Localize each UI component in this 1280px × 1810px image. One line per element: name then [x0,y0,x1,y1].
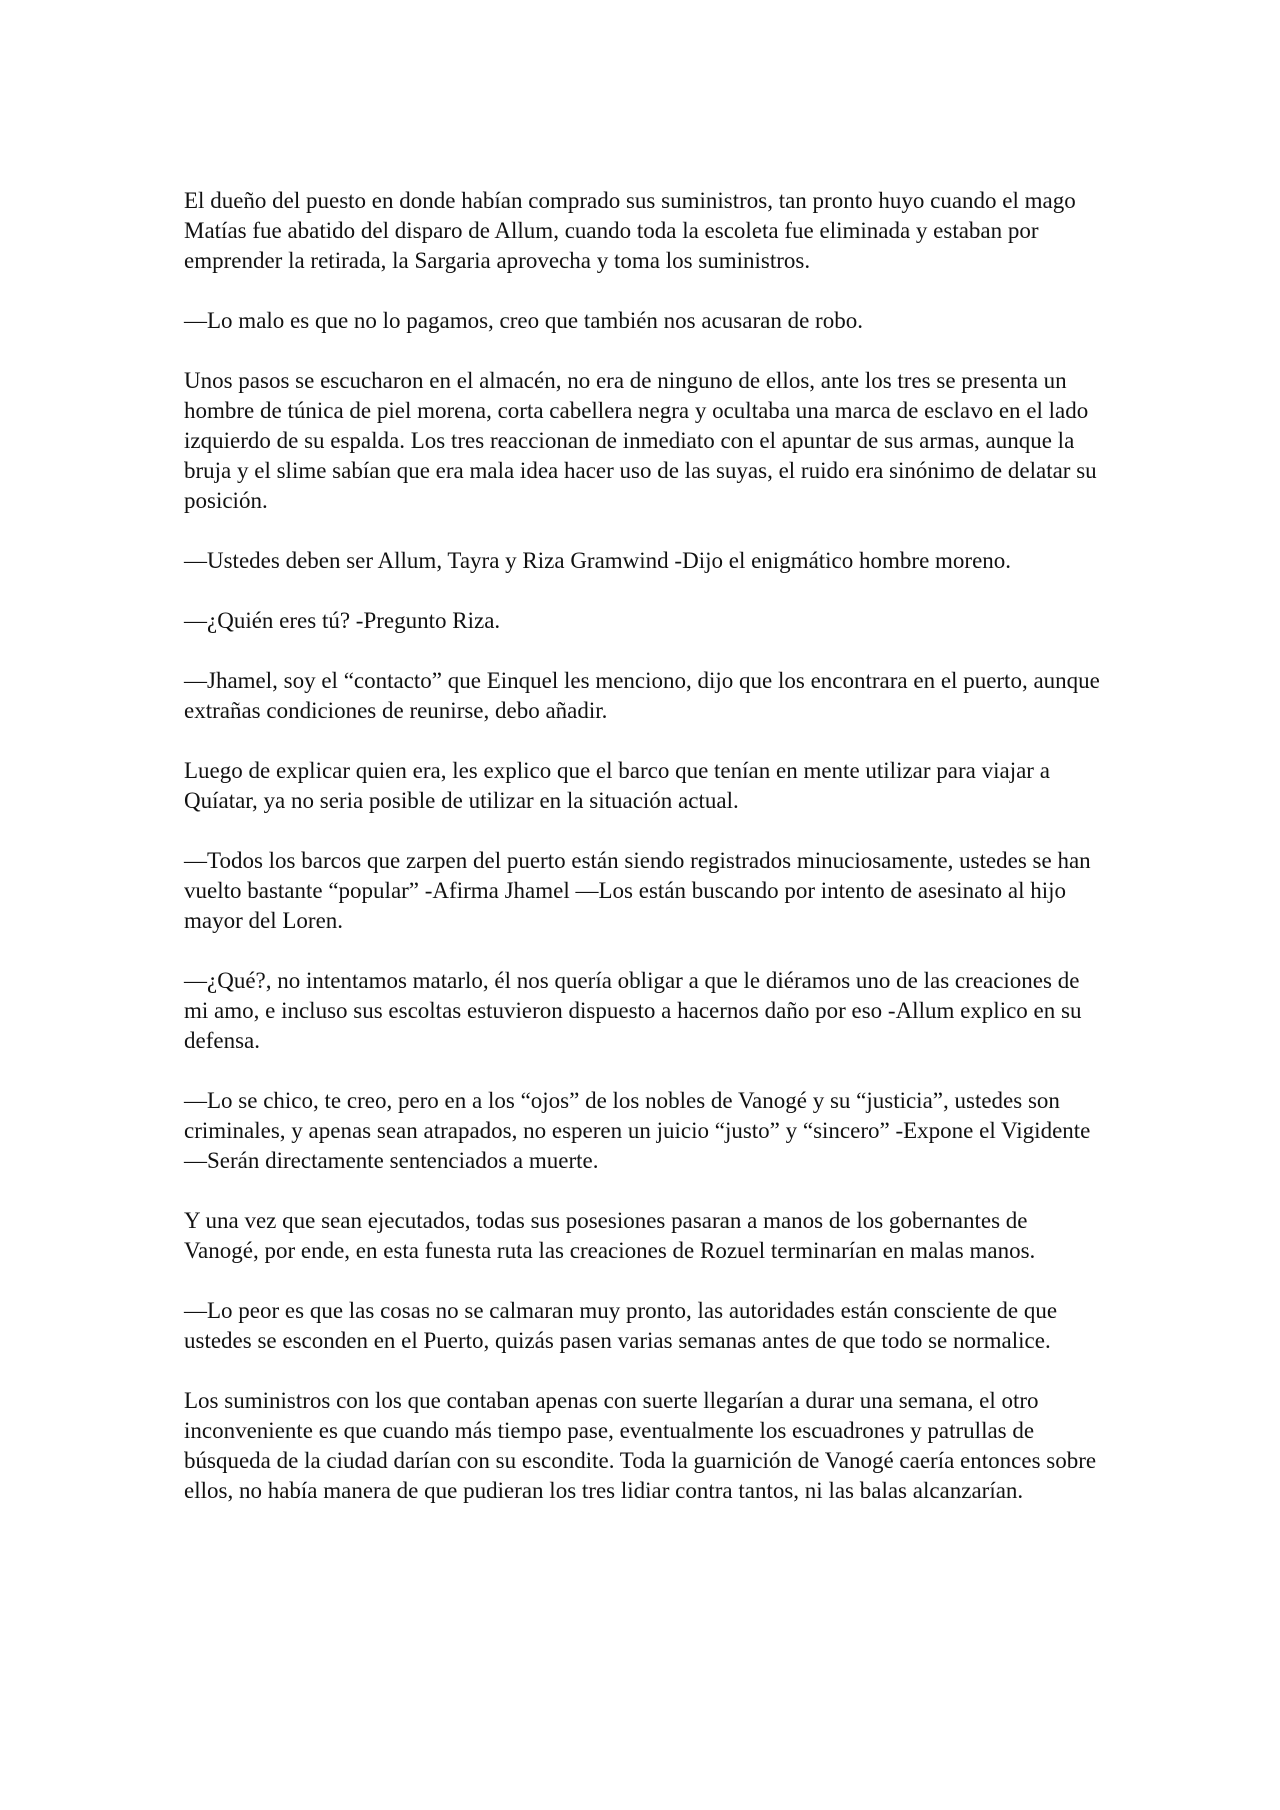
paragraph-5: —¿Quién eres tú? -Pregunto Riza. [184,608,501,633]
paragraph-7: Luego de explicar quien era, les explico que el barco que tenían en mente utilizar para viajar a Quíatar, ya no seria posible de utilizar en la situación actual. [184,758,1050,813]
paragraph-1: El dueño del puesto en donde habían comprado sus suministros, tan pronto huyo cuando el mago Matías fue abatido del disparo de Allum, cuando toda la escoleta fue eliminada y estaban por emprender la retirada, la Sargaria aprovecha y toma los suministros. [184,188,1076,273]
paragraph-6: —Jhamel, soy el “contacto” que Einquel les menciono, dijo que los encontrara en el puerto, aunque extrañas condiciones de reunirse, debo añadir. [184,668,1100,723]
paragraph-10: —Lo se chico, te creo, pero en a los “ojos” de los nobles de Vanogé y su “justicia”, ustedes son criminales, y apenas sean atrapados, no esperen un juicio “justo” y “sincero” -Expone el Vigidente —Serán directamente sentenciados a muerte. [184,1088,1091,1173]
paragraph-4: —Ustedes deben ser Allum, Tayra y Riza Gramwind -Dijo el enigmático hombre moreno. [184,548,1012,573]
paragraph-2: —Lo malo es que no lo pagamos, creo que también nos acusaran de robo. [184,308,863,333]
paragraph-9: —¿Qué?, no intentamos matarlo, él nos quería obligar a que le diéramos uno de las creaciones de mi amo, e incluso sus escoltas estuvieron dispuesto a hacernos daño por eso -Allum explico en su defensa. [184,968,1082,1053]
document-body [184,186,1104,1506]
paragraph-12: —Lo peor es que las cosas no se calmaran muy pronto, las autoridades están consciente de que ustedes se esconden en el Puerto, quizás pasen varias semanas antes de que todo se normalice. [184,1298,1058,1353]
paragraph-11: Y una vez que sean ejecutados, todas sus posesiones pasaran a manos de los gobernantes de Vanogé, por ende, en esta funesta ruta las creaciones de Rozuel terminarían en malas manos. [184,1208,1036,1263]
paragraph-8: —Todos los barcos que zarpen del puerto están siendo registrados minuciosamente, ustedes se han vuelto bastante “popular” -Afirma Jhamel —Los están buscando por intento de asesinato al hijo mayor del Loren. [184,848,1091,933]
paragraph-13: Los suministros con los que contaban apenas con suerte llegarían a durar una semana, el otro inconveniente es que cuando más tiempo pase, eventualmente los escuadrones y patrullas de búsqueda de la ciudad darían con su escondite. Toda la guarnición de Vanogé caería entonces sobre ellos, no había manera de que pudieran los tres lidiar contra tantos, ni las balas alcanzarían. [184,1388,1097,1503]
paragraph-3: Unos pasos se escucharon en el almacén, no era de ninguno de ellos, ante los tres se presenta un hombre de túnica de piel morena, corta cabellera negra y ocultaba una marca de esclavo en el lado izquierdo de su espalda. Los tres reaccionan de inmediato con el apuntar de sus armas, aunque la bruja y el slime sabían que era mala idea hacer uso de las suyas, el ruido era sinónimo de delatar su posición. [184,368,1097,513]
